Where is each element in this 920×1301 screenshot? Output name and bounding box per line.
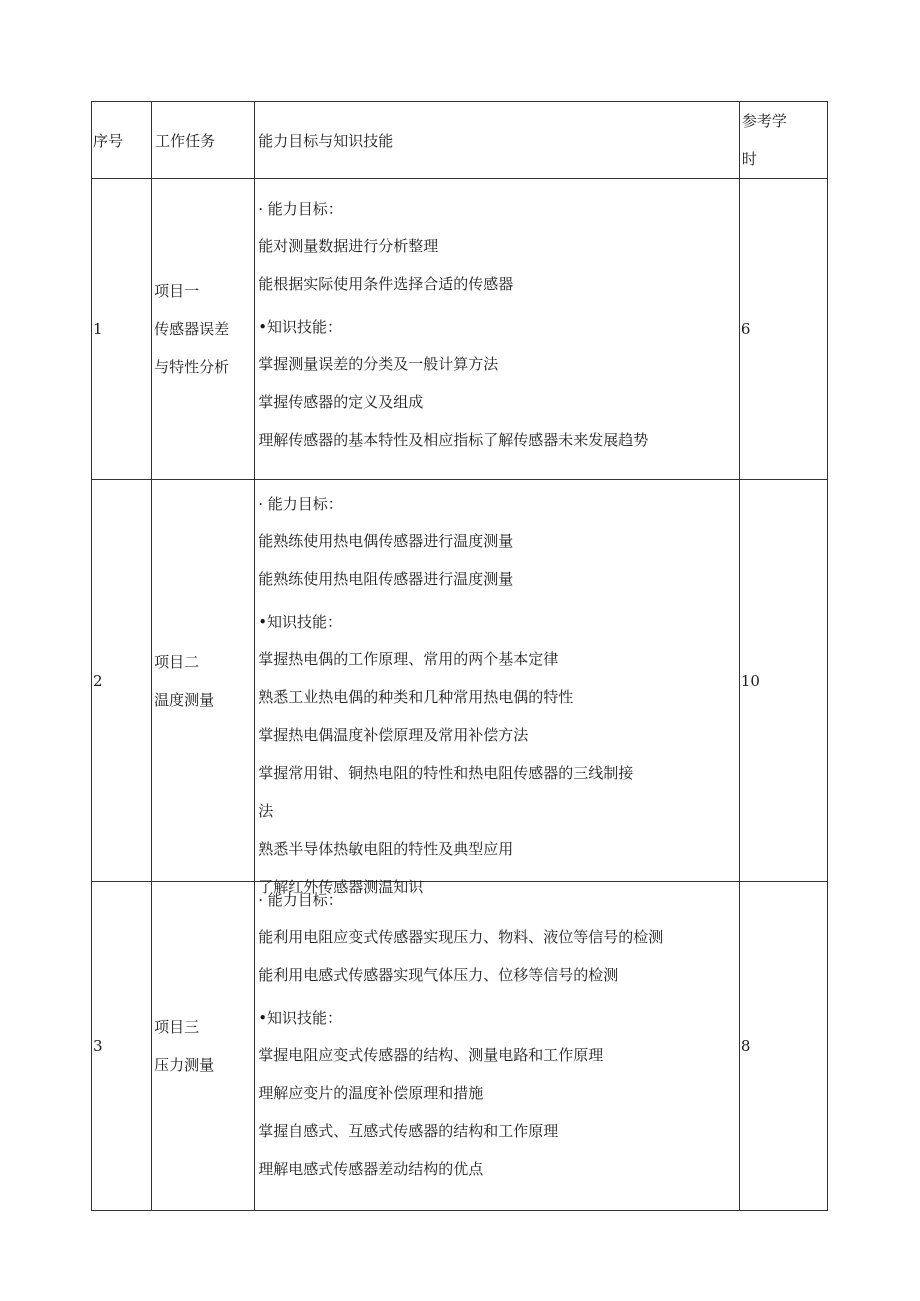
header-index: 序号 <box>92 102 152 179</box>
row-index: 1 <box>92 179 152 480</box>
header-hours-line1: 参考学 <box>741 112 787 130</box>
header-hours <box>739 102 827 179</box>
knowledge-item: 熟悉工业热电偶的种类和几种常用热电偶的特性 <box>258 688 574 706</box>
header-task: 工作任务 <box>152 102 255 179</box>
knowledge-item: 掌握电阻应变式传感器的结构、测量电路和工作原理 <box>258 1046 604 1064</box>
header-goals: 能力目标与知识技能 <box>255 102 740 179</box>
ability-item: 能熟练使用热电偶传感器进行温度测量 <box>258 532 514 550</box>
knowledge-item: 理解电感式传感器差动结构的优点 <box>258 1160 484 1178</box>
ability-item: 能根据实际使用条件选择合适的传感器 <box>258 275 514 293</box>
knowledge-item: 熟悉半导体热敏电阻的特性及典型应用 <box>258 840 514 858</box>
row-goals <box>255 480 740 896</box>
ability-item: 能对测量数据进行分析整理 <box>258 237 439 255</box>
ability-title: · 能力目标： <box>258 891 343 909</box>
row-index: 2 <box>92 480 152 882</box>
knowledge-item: 掌握传感器的定义及组成 <box>258 393 424 411</box>
knowledge-item: 掌握热电偶温度补偿原理及常用补偿方法 <box>258 726 529 744</box>
row-hours: 6 <box>739 179 827 480</box>
knowledge-item: 掌握常用钳、铜热电阻的特性和热电阻传感器的三线制接 <box>258 764 634 782</box>
course-plan-table <box>91 101 828 1211</box>
task-line: 与特性分析 <box>154 358 230 376</box>
knowledge-title: •知识技能： <box>258 613 343 631</box>
row-goals <box>255 882 740 1211</box>
task-line: 传感器误差 <box>154 320 230 338</box>
task-line: 压力测量 <box>154 1056 215 1074</box>
ability-item: 能熟练使用热电阻传感器进行温度测量 <box>258 570 514 588</box>
table-row <box>92 882 828 1211</box>
table-header-row <box>92 102 828 179</box>
header-hours-line2: 时 <box>741 150 757 168</box>
knowledge-item: 法 <box>258 802 274 820</box>
ability-title: · 能力目标： <box>258 495 343 513</box>
knowledge-title: •知识技能： <box>258 1009 343 1027</box>
knowledge-item: 了解红外传感器测温知识 <box>258 878 424 896</box>
row-goals <box>255 179 740 480</box>
knowledge-item: 理解应变片的温度补偿原理和措施 <box>258 1084 484 1102</box>
knowledge-item: 掌握测量误差的分类及一般计算方法 <box>258 355 499 373</box>
knowledge-item: 掌握自感式、互感式传感器的结构和工作原理 <box>258 1122 559 1140</box>
task-line: 温度测量 <box>154 690 215 709</box>
row-hours: 10 <box>739 480 827 882</box>
table-row <box>92 179 828 480</box>
knowledge-item: 掌握热电偶的工作原理、常用的两个基本定律 <box>258 650 559 668</box>
knowledge-title: •知识技能： <box>258 318 343 336</box>
task-line: 项目一 <box>154 282 200 300</box>
row-task <box>152 480 255 882</box>
ability-item: 能利用电阻应变式传感器实现压力、物料、液位等信号的检测 <box>258 928 664 946</box>
task-line: 项目三 <box>154 1018 200 1036</box>
ability-title: · 能力目标： <box>258 200 343 218</box>
row-task <box>152 179 255 480</box>
ability-item: 能利用电感式传感器实现气体压力、位移等信号的检测 <box>258 966 619 984</box>
row-hours: 8 <box>739 882 827 1211</box>
row-task <box>152 882 255 1211</box>
knowledge-item: 理解传感器的基本特性及相应指标了解传感器未来发展趋势 <box>258 431 649 449</box>
task-line: 项目二 <box>154 652 200 671</box>
table-row <box>92 480 828 882</box>
row-index: 3 <box>92 882 152 1211</box>
